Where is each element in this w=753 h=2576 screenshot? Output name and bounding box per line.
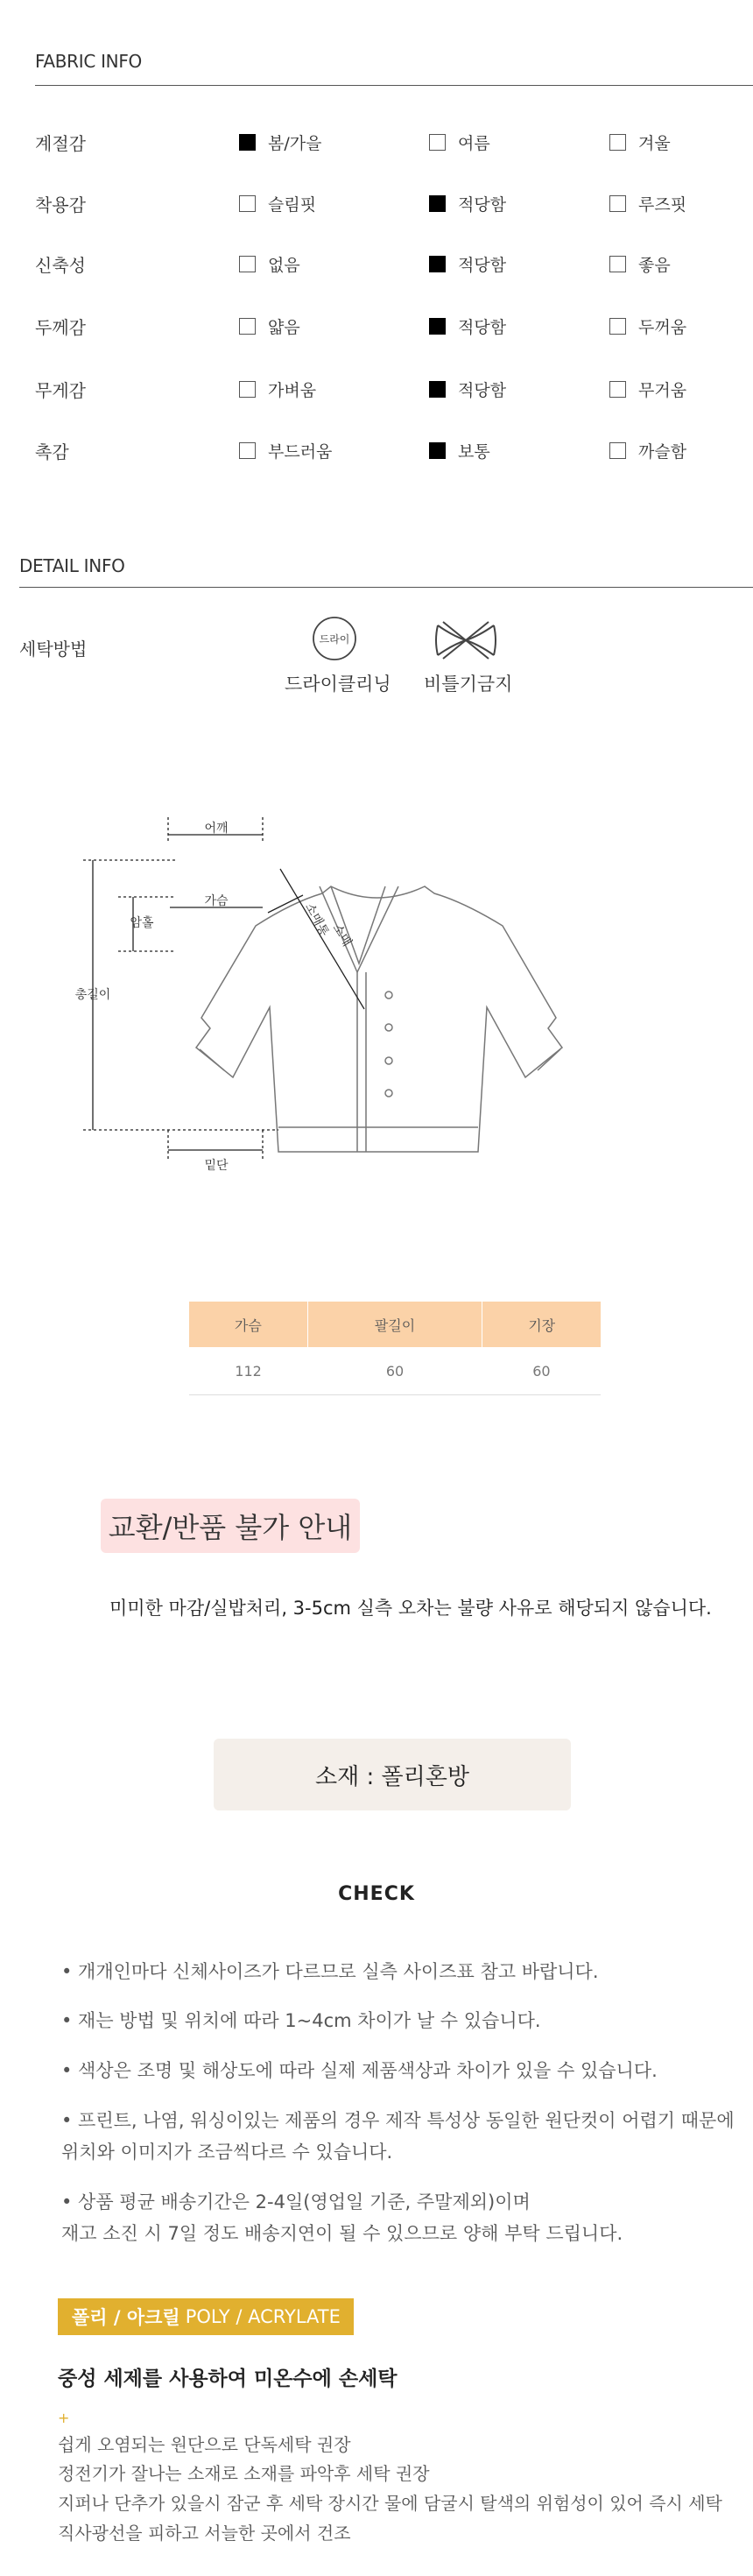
armhole-label: 암홀 bbox=[130, 916, 154, 930]
fabric-option bbox=[609, 314, 686, 338]
detail-info-divider bbox=[19, 587, 753, 588]
hem-label: 밑단 bbox=[204, 1159, 229, 1173]
fabric-option-label: 적당함 bbox=[458, 381, 507, 400]
material-tag-korean: 폴리 / 아크릴 bbox=[72, 2307, 180, 2328]
material-tag-english: POLY / ACRYLATE bbox=[185, 2306, 341, 2327]
fabric-option-label: 적당함 bbox=[458, 318, 507, 337]
check-line: • 개개인마다 신체사이즈가 다르므로 실측 사이즈표 참고 바랍니다. bbox=[61, 1961, 599, 1982]
fabric-row-label: 촉감 bbox=[35, 441, 69, 462]
size-table bbox=[189, 1302, 601, 1395]
no-return-notice: 미미한 마감/실밥처리, 3-5cm 실측 오차는 불량 사유로 해당되지 않습니다. bbox=[109, 1598, 712, 1619]
unchecked-box-icon bbox=[609, 318, 626, 335]
fabric-row-label: 두께감 bbox=[35, 317, 86, 338]
checked-box-icon bbox=[429, 318, 446, 335]
table-row bbox=[189, 1347, 601, 1395]
fabric-option bbox=[429, 378, 506, 401]
wash-line: 지퍼나 단추가 있을시 잠군 후 세탁 장시간 물에 담굴시 탈색의 위험성이 있어 즉시 세탁 bbox=[58, 2493, 722, 2514]
measurement-diagram bbox=[74, 815, 648, 1217]
fabric-option bbox=[429, 439, 490, 462]
plus-icon: + bbox=[58, 2410, 70, 2426]
unchecked-box-icon bbox=[239, 381, 256, 398]
fabric-option bbox=[239, 192, 316, 215]
fabric-option bbox=[609, 378, 686, 401]
fabric-info-divider bbox=[35, 85, 753, 86]
checked-box-icon bbox=[429, 381, 446, 398]
fabric-row-label: 무게감 bbox=[35, 380, 86, 401]
fabric-option-label: 얇음 bbox=[268, 318, 300, 337]
chest-label: 가슴 bbox=[204, 894, 229, 908]
unchecked-box-icon bbox=[239, 195, 256, 212]
fabric-option bbox=[609, 192, 686, 215]
check-line: • 상품 평균 배송기간은 2-4일(영업일 기준, 주말제외)이며 bbox=[61, 2191, 531, 2213]
check-title: CHECK bbox=[338, 1883, 415, 1905]
checked-box-icon bbox=[239, 134, 256, 151]
total-length-label: 총길이 bbox=[74, 988, 111, 1002]
unchecked-box-icon bbox=[609, 442, 626, 459]
fabric-option-label: 좋음 bbox=[638, 256, 671, 275]
wash-line: 정전기가 잘나는 소재로 소재를 파악후 세탁 권장 bbox=[58, 2463, 430, 2484]
fabric-option-label: 적당함 bbox=[458, 195, 507, 215]
wash-method-label: 세탁방법 bbox=[19, 639, 88, 660]
size-header-length: 기장 bbox=[482, 1302, 601, 1347]
shoulder-label: 어깨 bbox=[204, 822, 229, 836]
dry-clean-icon bbox=[308, 616, 361, 661]
fabric-option-label: 슬림핏 bbox=[268, 195, 317, 215]
fabric-option-label: 루즈핏 bbox=[638, 195, 687, 215]
check-line: • 프린트, 나염, 워싱이있는 제품의 경우 제작 특성상 동일한 원단컷이 어렵기 때문에 bbox=[61, 2110, 735, 2131]
fabric-option bbox=[239, 252, 300, 276]
material-tag bbox=[58, 2298, 354, 2335]
fabric-option-label: 까슬함 bbox=[638, 442, 687, 462]
fabric-option-label: 봄/가을 bbox=[268, 134, 322, 153]
material-box: 소재 : 폴리혼방 bbox=[214, 1739, 571, 1810]
unchecked-box-icon bbox=[239, 442, 256, 459]
fabric-option-label: 두꺼움 bbox=[638, 318, 687, 337]
fabric-option bbox=[429, 314, 506, 338]
size-cell-chest: 112 bbox=[189, 1347, 307, 1395]
wash-line: 직사광선을 피하고 서늘한 곳에서 건조 bbox=[58, 2523, 351, 2544]
fabric-option bbox=[429, 252, 506, 276]
unchecked-box-icon bbox=[239, 256, 256, 272]
check-line: 위치와 이미지가 조금씩다르 수 있습니다. bbox=[61, 2142, 393, 2163]
fabric-option bbox=[239, 439, 332, 462]
dry-clean-icon-text: 드라이 bbox=[319, 633, 350, 646]
fabric-option bbox=[239, 378, 316, 401]
sleeve-label: 소매 bbox=[329, 921, 355, 949]
fabric-option-label: 무거움 bbox=[638, 381, 687, 400]
unchecked-box-icon bbox=[609, 381, 626, 398]
size-cell-arm: 60 bbox=[307, 1347, 482, 1395]
check-line: • 색상은 조명 및 해상도에 따라 실제 제품색상과 차이가 있을 수 있습니다. bbox=[61, 2060, 658, 2081]
detail-info-title: DETAIL INFO bbox=[19, 555, 125, 576]
wash-line: 쉽게 오염되는 원단으로 단독세탁 권장 bbox=[58, 2434, 351, 2455]
fabric-row-label: 계절감 bbox=[35, 133, 86, 154]
fabric-option bbox=[609, 131, 671, 154]
no-return-badge: 교환/반품 불가 안내 bbox=[101, 1499, 360, 1553]
fabric-row-label: 착용감 bbox=[35, 194, 86, 215]
fabric-option bbox=[239, 314, 300, 338]
unchecked-box-icon bbox=[239, 318, 256, 335]
sleeve-width-label: 소매통 bbox=[301, 900, 332, 939]
fabric-option-label: 여름 bbox=[458, 134, 490, 153]
size-header-chest: 가슴 bbox=[189, 1302, 307, 1347]
fabric-option-label: 겨울 bbox=[638, 134, 671, 153]
no-wring-label: 비틀기금지 bbox=[424, 674, 513, 695]
fabric-option bbox=[429, 192, 506, 215]
unchecked-box-icon bbox=[429, 134, 446, 151]
fabric-option-label: 보통 bbox=[458, 442, 490, 462]
fabric-info-title: FABRIC INFO bbox=[35, 51, 142, 72]
fabric-option-label: 가벼움 bbox=[268, 381, 317, 400]
fabric-option-label: 부드러움 bbox=[268, 442, 333, 462]
check-line: 재고 소진 시 7일 정도 배송지연이 될 수 있으므로 양해 부탁 드립니다. bbox=[61, 2223, 623, 2244]
size-cell-length: 60 bbox=[482, 1347, 601, 1395]
fabric-option bbox=[429, 131, 490, 154]
fabric-option bbox=[239, 131, 321, 154]
fabric-option-label: 적당함 bbox=[458, 256, 507, 275]
dry-clean-label: 드라이클리닝 bbox=[285, 674, 391, 695]
fabric-row-label: 신축성 bbox=[35, 255, 86, 276]
unchecked-box-icon bbox=[609, 195, 626, 212]
unchecked-box-icon bbox=[609, 134, 626, 151]
no-wring-icon bbox=[431, 618, 501, 662]
checked-box-icon bbox=[429, 442, 446, 459]
fabric-option bbox=[609, 439, 686, 462]
wash-instruction-title: 중성 세제를 사용하여 미온수에 손세탁 bbox=[58, 2368, 398, 2390]
size-header-arm: 팔길이 bbox=[307, 1302, 482, 1347]
check-line: • 재는 방법 및 위치에 따라 1~4cm 차이가 날 수 있습니다. bbox=[61, 2010, 541, 2031]
checked-box-icon bbox=[429, 195, 446, 212]
unchecked-box-icon bbox=[609, 256, 626, 272]
checked-box-icon bbox=[429, 256, 446, 272]
fabric-option bbox=[609, 252, 671, 276]
fabric-option-label: 없음 bbox=[268, 256, 300, 275]
